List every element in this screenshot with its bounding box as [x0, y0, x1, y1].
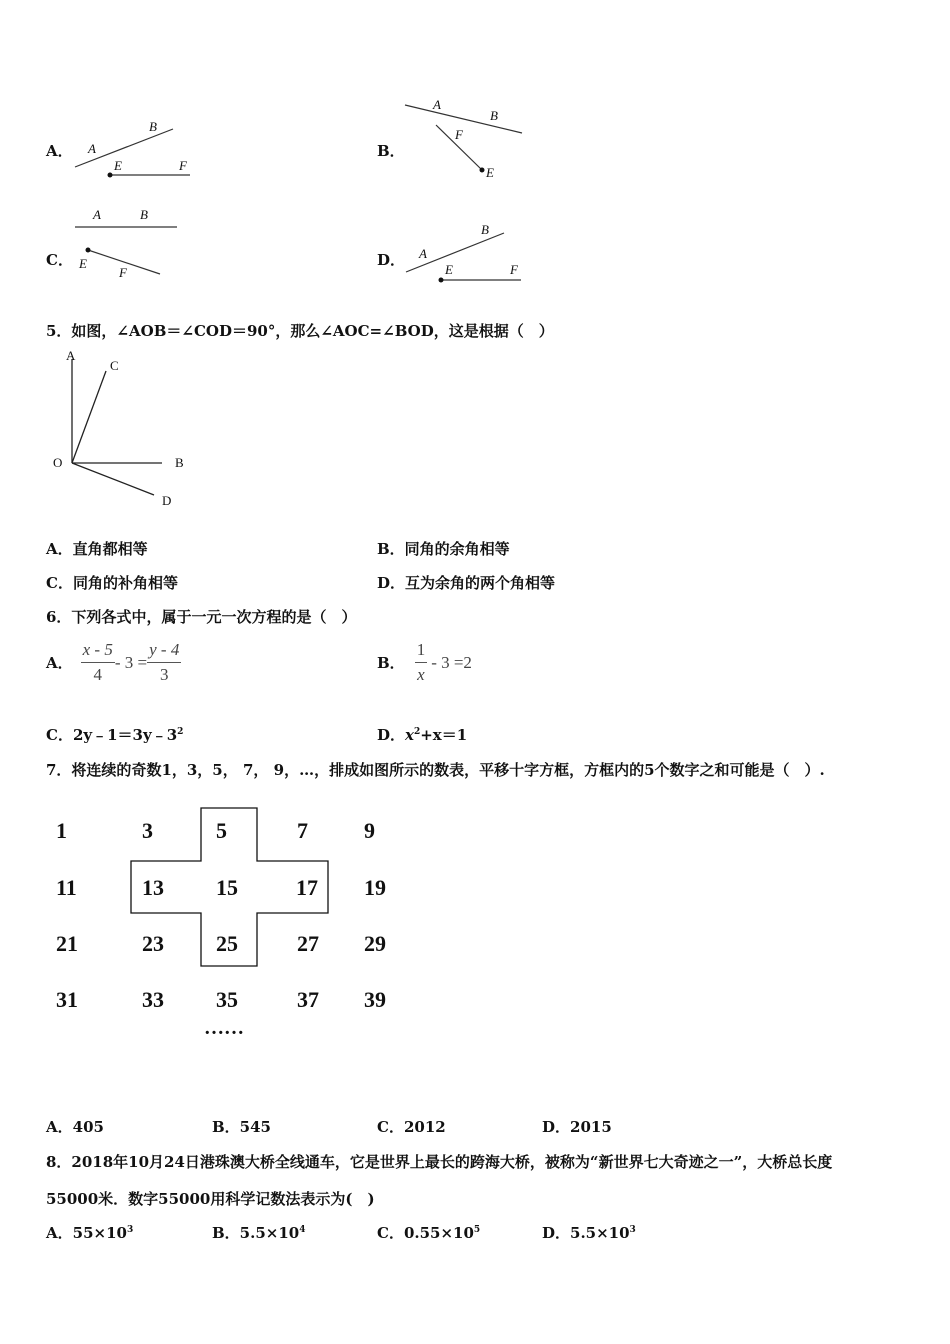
q6-d-rest: +x＝1: [420, 726, 468, 744]
q5-stem: 5．如图，∠AOB＝∠COD＝90°，那么∠AOC=∠BOD，这是根据（ ）: [46, 322, 554, 340]
q8-option-a[interactable]: [46, 1222, 133, 1243]
table-cell: 33: [142, 987, 164, 1012]
table-cell: 27: [297, 931, 319, 956]
q6-option-d-label: D．: [377, 726, 406, 744]
table-cell: 37: [297, 987, 319, 1012]
table-cell: 19: [364, 875, 386, 900]
q6-a-numerator-2: y - 4: [147, 640, 181, 663]
table-cell: 25: [216, 931, 238, 956]
table-cell: 23: [142, 931, 164, 956]
q6-option-d[interactable]: [377, 724, 467, 745]
q4-option-c-label[interactable]: C．: [46, 251, 73, 269]
table-cell: 39: [364, 987, 386, 1012]
table-cell: 11: [56, 875, 77, 900]
q5-angle-figure: [50, 345, 200, 515]
q8-c-text: C．0.55×10: [377, 1224, 474, 1242]
table-cell: 31: [56, 987, 78, 1012]
table-cell: 29: [364, 931, 386, 956]
q4-option-b-label[interactable]: B．: [377, 142, 405, 160]
q8-stem-line-2: 55000米．数字55000用科学记数法表示为( ): [46, 1190, 375, 1208]
table-cell: 1: [56, 818, 67, 843]
q6-b-denominator: x: [417, 665, 425, 684]
q6-option-c[interactable]: [46, 724, 183, 745]
q4d-point-a: A: [419, 246, 427, 261]
table-cell: 15: [216, 875, 238, 900]
q5-label-b: B: [175, 455, 184, 470]
q6-a-fraction-2: [147, 640, 181, 685]
q5-option-a[interactable]: A．直角都相等: [46, 540, 148, 558]
q4a-point-b: B: [149, 119, 157, 134]
q6-a-numerator-1: x - 5: [81, 640, 115, 663]
q8-a-text: A．55×10: [46, 1224, 127, 1242]
q4c-point-f: F: [119, 265, 127, 280]
q6-b-numerator: 1: [415, 640, 428, 663]
q6-a-fraction-1: [81, 640, 115, 685]
q4-option-a-label[interactable]: A．: [46, 142, 73, 160]
q6-a-denominator-1: 4: [93, 665, 102, 684]
q4c-point-e: E: [79, 256, 87, 271]
q4c-point-b: B: [140, 207, 148, 222]
q7-option-a[interactable]: A．405: [46, 1118, 104, 1136]
q5-option-b[interactable]: B．同角的余角相等: [377, 540, 510, 558]
table-cell: 9: [364, 818, 375, 843]
q6-d-x: x: [405, 726, 414, 744]
table-cell: 21: [56, 931, 78, 956]
q6-c-exponent: 2: [177, 727, 184, 737]
q4d-point-e: E: [445, 262, 453, 277]
q4d-point-b: B: [481, 222, 489, 237]
q6-a-denominator-2: 3: [159, 665, 169, 684]
q5-label-o: O: [53, 455, 63, 470]
table-cell: 13: [142, 875, 164, 900]
q4-option-d-label[interactable]: D．: [377, 251, 406, 269]
q6-option-b[interactable]: [377, 640, 472, 685]
q5-option-c[interactable]: C．同角的补角相等: [46, 574, 178, 592]
q7-option-d[interactable]: D．2015: [542, 1118, 612, 1136]
q7-stem: 7．将连续的奇数1，3，5， 7， 9，…，排成如图所示的数表，平移十字方框，方框内的5个数字之和可能是（ ）.: [46, 761, 825, 779]
q8-d-exponent: 3: [629, 1225, 636, 1235]
q5-label-d: D: [162, 493, 172, 508]
q4b-point-b: B: [490, 108, 498, 123]
q6-a-middle: - 3 =: [114, 652, 148, 672]
q4b-point-a: A: [433, 97, 441, 112]
table-ellipsis: ……: [204, 1017, 244, 1039]
table-cell: 5: [216, 818, 227, 843]
q4a-point-f: F: [179, 158, 187, 173]
q6-option-b-label: B．: [377, 654, 405, 672]
q4-figure-b: [400, 95, 530, 185]
q8-stem-line-1: 8．2018年10月24日港珠澳大桥全线通车，它是世界上最长的跨海大桥，被称为“新世界七大奇迹之一”，大桥总长度: [46, 1153, 833, 1171]
q8-d-text: D．5.5×10: [542, 1224, 630, 1242]
q6-b-fraction: [415, 640, 428, 685]
q8-b-text: B．5.5×10: [212, 1224, 300, 1242]
q6-option-a-label: A．: [46, 654, 73, 672]
q6-stem: 6．下列各式中，属于一元一次方程的是（ ）: [46, 608, 357, 626]
q6-c-text: 2y﹣1＝3y﹣3: [72, 726, 178, 744]
q6-b-rest: - 3 =2: [431, 652, 472, 672]
q8-b-exponent: 4: [299, 1225, 306, 1235]
q8-option-c[interactable]: [377, 1222, 480, 1243]
q4d-point-f: F: [510, 262, 518, 277]
q5-label-a: A: [66, 348, 76, 363]
q6-option-c-label: C．: [46, 726, 73, 744]
table-cell: 35: [216, 987, 238, 1012]
q4-figure-c: [70, 215, 190, 285]
q4a-point-e: E: [114, 158, 122, 173]
q8-c-exponent: 5: [473, 1225, 481, 1235]
q4b-point-e: E: [486, 165, 494, 180]
q8-option-d[interactable]: [542, 1222, 636, 1243]
q5-label-c: C: [110, 358, 119, 373]
q7-option-b[interactable]: B．545: [212, 1118, 271, 1136]
q4a-point-a: A: [88, 141, 96, 156]
q4c-point-a: A: [93, 207, 101, 222]
q8-option-b[interactable]: [212, 1222, 305, 1243]
table-cell: 3: [142, 818, 153, 843]
q6-option-a[interactable]: [46, 640, 181, 685]
q7-option-c[interactable]: C．2012: [377, 1118, 446, 1136]
q8-a-exponent: 3: [126, 1225, 134, 1235]
table-cell: 7: [297, 818, 308, 843]
q4b-point-f: F: [455, 127, 463, 142]
q6-d-exponent: 2: [413, 727, 421, 737]
q5-option-d[interactable]: D．互为余角的两个角相等: [377, 574, 556, 592]
table-cell: 17: [296, 875, 318, 900]
